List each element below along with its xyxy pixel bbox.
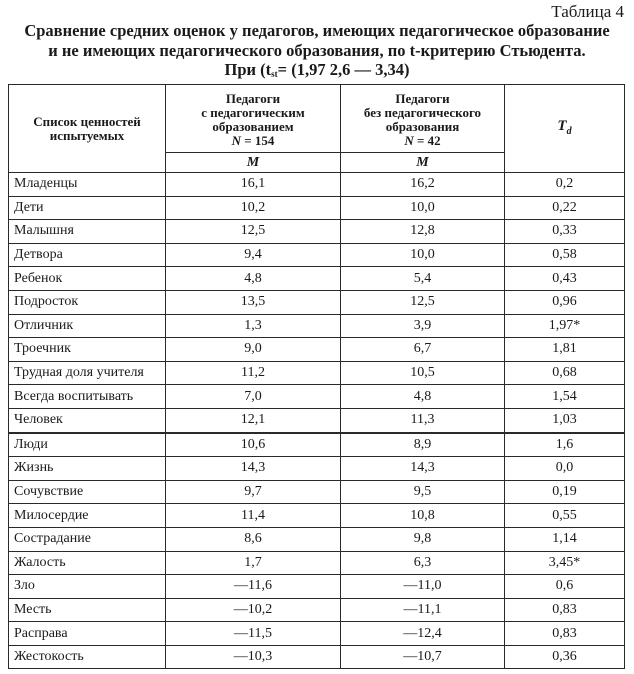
mean-without-education-cell: 10,0 [341,243,505,267]
caption-line-3-pre: При (t [224,60,272,79]
mean-with-education-cell: 16,1 [166,173,341,197]
t-value-cell: 0,22 [505,196,625,220]
t-value-cell: 1,54 [505,385,625,409]
t-value-cell: 0,55 [505,504,625,528]
mean-with-education-cell: 1,7 [166,551,341,575]
mean-without-education-cell: —10,7 [341,645,505,669]
table-row [9,267,625,291]
header-without-education-l1: Педагоги [395,90,450,106]
t-value-cell: 1,03 [505,408,625,432]
table-row [9,622,625,646]
header-t-subscript: d [566,125,572,137]
table-body [9,173,625,669]
table-number-label: Таблица 4 [551,2,624,21]
t-value-cell: 0,0 [505,457,625,481]
mean-without-education-cell: 10,5 [341,361,505,385]
mean-with-education-cell: 8,6 [166,527,341,551]
t-value-cell: 0,83 [505,598,625,622]
mean-without-education-cell: 12,5 [341,290,505,314]
header-without-education-n-value: = 42 [413,132,441,148]
table-row [9,173,625,197]
caption-line-3-post: = (1,97 2,6 — 3,34) [277,60,410,79]
header-without-education-l3: образования [385,118,460,134]
mean-with-education-cell: —11,5 [166,622,341,646]
t-value-cell: 1,97* [505,314,625,338]
caption-line-1: Сравнение средних оценок у педагогов, имеющих педагогическое образование [24,21,610,40]
mean-without-education-cell: 14,3 [341,457,505,481]
header-values-list: Список ценностей испытуемых [9,85,166,173]
value-name-cell: Малышня [9,220,166,244]
t-value-cell: 0,58 [505,243,625,267]
mean-with-education-cell: —10,3 [166,645,341,669]
value-name-cell: Детвора [9,243,166,267]
mean-without-education-cell: 9,5 [341,480,505,504]
mean-without-education-cell: 10,0 [341,196,505,220]
header-t-criterion [505,85,625,173]
header-with-education-n [166,134,340,148]
mean-without-education-cell: 5,4 [341,267,505,291]
header-without-education [341,85,505,153]
value-name-cell: Младенцы [9,173,166,197]
table-row [9,504,625,528]
caption-line-2: и не имеющих педагогического образования, по t-критерию Стьюдента. [48,40,586,60]
table-row [9,243,625,267]
table-row [9,575,625,599]
table-row [9,433,625,457]
table-row [9,290,625,314]
t-value-cell: 0,36 [505,645,625,669]
t-value-cell: 0,83 [505,622,625,646]
t-value-cell: 0,19 [505,480,625,504]
table-row [9,385,625,409]
mean-without-education-cell: 16,2 [341,173,505,197]
t-value-cell: 1,14 [505,527,625,551]
caption-line-3-sub: st [271,69,278,79]
mean-with-education-cell: 9,7 [166,480,341,504]
t-value-cell: 0,33 [505,220,625,244]
mean-without-education-cell: 6,3 [341,551,505,575]
mean-without-education-cell: 3,9 [341,314,505,338]
mean-without-education-cell: 4,8 [341,385,505,409]
table-row [9,220,625,244]
value-name-cell: Люди [9,433,166,457]
table-row [9,314,625,338]
t-value-cell: 0,2 [505,173,625,197]
comparison-table [8,84,625,669]
table-row [9,645,625,669]
table-row [9,551,625,575]
mean-without-education-cell: 9,8 [341,527,505,551]
table-row [9,408,625,432]
mean-with-education-cell: 11,2 [166,361,341,385]
value-name-cell: Милосердие [9,504,166,528]
mean-without-education-cell: 8,9 [341,433,505,457]
value-name-cell: Сострадание [9,527,166,551]
mean-with-education-cell: 10,2 [166,196,341,220]
value-name-cell: Отличник [9,314,166,338]
header-with-education-l1: Педагоги [225,90,281,106]
value-name-cell: Подросток [9,290,166,314]
value-name-cell: Ребенок [9,267,166,291]
t-value-cell: 0,43 [505,267,625,291]
mean-without-education-cell: 6,7 [341,338,505,362]
mean-without-education-cell: 11,3 [341,408,505,432]
value-name-cell: Трудная доля учителя [9,361,166,385]
value-name-cell: Жалость [9,551,166,575]
header-with-education-l2: с педагогическим [201,104,305,120]
header-t-symbol: T [557,117,567,134]
value-name-cell: Троечник [9,338,166,362]
mean-with-education-cell: 11,4 [166,504,341,528]
value-name-cell: Всегда воспитывать [9,385,166,409]
t-value-cell: 0,96 [505,290,625,314]
header-without-education-n-symbol: N [404,132,414,148]
value-name-cell: Расправа [9,622,166,646]
value-name-cell: Жизнь [9,457,166,481]
mean-with-education-cell: 9,4 [166,243,341,267]
mean-with-education-cell: —11,6 [166,575,341,599]
mean-without-education-cell: 10,8 [341,504,505,528]
caption-line-3 [0,60,634,85]
t-value-cell: 0,68 [505,361,625,385]
header-with-education-n-symbol: N [231,132,241,148]
t-value-cell: 1,6 [505,433,625,457]
table-row [9,527,625,551]
table-row [9,598,625,622]
header-without-education-n [341,134,504,148]
value-name-cell: Зло [9,575,166,599]
header-without-education-l2: без педагогического [363,104,482,120]
header-mean-with-education: M [166,153,341,173]
value-name-cell: Человек [9,408,166,432]
t-value-cell: 1,81 [505,338,625,362]
table-row [9,457,625,481]
t-value-cell: 0,6 [505,575,625,599]
mean-without-education-cell: —12,4 [341,622,505,646]
table-row [9,196,625,220]
table-row [9,480,625,504]
value-name-cell: Месть [9,598,166,622]
mean-with-education-cell: —10,2 [166,598,341,622]
t-value-cell: 3,45* [505,551,625,575]
header-mean-without-education: M [341,153,505,173]
mean-with-education-cell: 10,6 [166,433,341,457]
header-with-education-n-value: = 154 [240,132,275,148]
value-name-cell: Дети [9,196,166,220]
header-with-education [166,85,341,153]
mean-with-education-cell: 12,5 [166,220,341,244]
table-row [9,338,625,362]
table-row [9,361,625,385]
mean-with-education-cell: 4,8 [166,267,341,291]
mean-with-education-cell: 12,1 [166,408,341,432]
table-caption [0,21,634,85]
mean-with-education-cell: 13,5 [166,290,341,314]
value-name-cell: Жестокость [9,645,166,669]
mean-with-education-cell: 9,0 [166,338,341,362]
header-with-education-l3: образованием [212,118,294,134]
mean-without-education-cell: —11,1 [341,598,505,622]
mean-without-education-cell: 12,8 [341,220,505,244]
mean-without-education-cell: —11,0 [341,575,505,599]
value-name-cell: Сочувствие [9,480,166,504]
mean-with-education-cell: 14,3 [166,457,341,481]
mean-with-education-cell: 1,3 [166,314,341,338]
mean-with-education-cell: 7,0 [166,385,341,409]
